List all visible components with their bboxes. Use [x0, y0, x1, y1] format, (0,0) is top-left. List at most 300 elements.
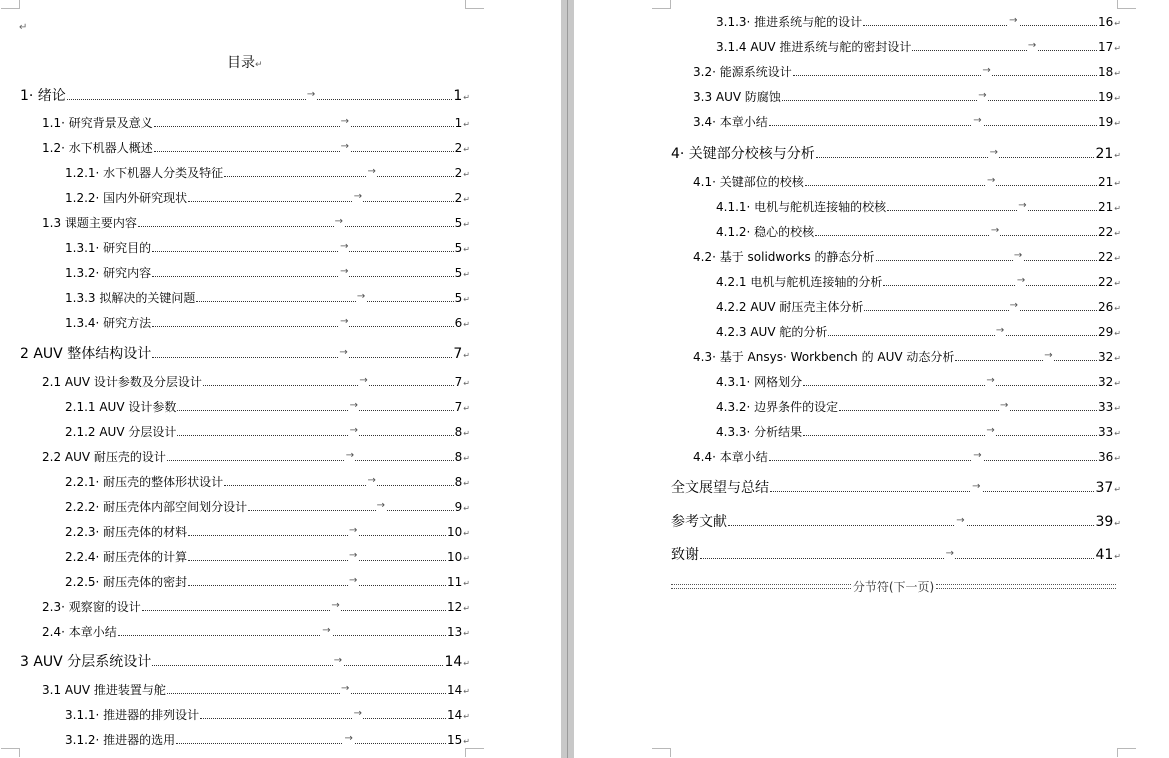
toc-entry-title: 3.1.1· 推进器的排列设计	[65, 708, 200, 722]
toc-entry-page-number: 19	[1098, 115, 1114, 129]
toc-entry-title: 4.2.3 AUV 舵的分析	[716, 325, 828, 339]
dot-leader	[805, 175, 1097, 186]
paragraph-end-mark: ↵	[1114, 454, 1121, 463]
paragraph-end-mark: ↵	[1114, 204, 1121, 213]
toc-entry[interactable]	[716, 373, 1121, 391]
toc-entry-page-number: 10	[447, 550, 463, 564]
tab-arrow-icon: →	[345, 450, 355, 461]
dot-leader	[203, 375, 454, 386]
dot-leader	[955, 350, 1097, 361]
paragraph-end-mark: ↵	[1114, 119, 1121, 128]
paragraph-end-mark: ↵	[463, 351, 470, 360]
toc-entry-page-number: 37	[1095, 480, 1114, 496]
tab-arrow-icon: →	[306, 89, 316, 100]
dot-leader	[177, 425, 453, 436]
paragraph-end-mark: ↵	[1114, 229, 1121, 238]
dot-leader	[154, 141, 454, 152]
tab-arrow-icon: →	[1016, 275, 1026, 286]
toc-entry[interactable]	[671, 511, 1121, 531]
dot-leader	[816, 147, 1095, 158]
toc-entry[interactable]	[65, 398, 470, 416]
paragraph-end-mark: ↵	[463, 737, 470, 746]
dot-leader	[188, 191, 453, 202]
paragraph-end-mark: ↵	[463, 404, 470, 413]
toc-entry-page-number: 14	[447, 708, 463, 722]
toc-entry-title: 2.2.4· 耐压壳体的计算	[65, 550, 188, 564]
toc-entry[interactable]	[65, 573, 470, 591]
dot-leader	[770, 481, 1094, 492]
toc-entry-page-number: 15	[447, 733, 463, 747]
toc-entry-page-number: 8	[454, 425, 463, 439]
toc-entry[interactable]	[716, 298, 1121, 316]
toc-entry-title: 全文展望与总结	[671, 480, 769, 496]
toc-entry-title: 1.2.2· 国内外研究现状	[65, 191, 188, 205]
toc-entry-page-number: 5	[454, 241, 463, 255]
paragraph-end-mark: ↵	[1114, 379, 1121, 388]
toc-entry-title: 4.1· 关键部位的校核	[693, 175, 804, 189]
toc-entry[interactable]	[671, 544, 1121, 564]
toc-entry-title: 2 AUV 整体结构设计	[20, 346, 152, 362]
toc-entry[interactable]	[42, 681, 470, 699]
toc-entry[interactable]	[42, 623, 470, 641]
tab-arrow-icon: →	[344, 733, 353, 744]
toc-entry-title: 4.2.1 电机与舵机连接轴的分析	[716, 275, 883, 289]
toc-entry[interactable]	[716, 323, 1121, 341]
toc-entry-page-number: 18	[1098, 65, 1114, 79]
tab-arrow-icon: →	[995, 325, 1005, 336]
dot-leader	[118, 625, 446, 636]
paragraph-end-mark: ↵	[463, 712, 470, 721]
toc-entry-title: 4.3.3· 分析结果	[716, 425, 803, 439]
crop-mark-bottom-left	[1, 748, 20, 757]
toc-entry-title: 3 AUV 分层系统设计	[20, 654, 152, 670]
toc-entry-page-number: 33	[1098, 425, 1114, 439]
dot-leader	[138, 216, 454, 227]
dot-leader	[769, 450, 1097, 461]
section-break-line-left	[671, 584, 851, 589]
tab-arrow-icon: →	[340, 116, 350, 127]
tab-arrow-icon: →	[331, 600, 340, 611]
dot-leader	[167, 450, 454, 461]
toc-entry[interactable]	[693, 448, 1121, 466]
toc-entry[interactable]	[671, 477, 1121, 497]
toc-entry-title: 2.2.2· 耐压壳体内部空间划分设计	[65, 500, 248, 514]
tab-arrow-icon: →	[349, 400, 359, 411]
paragraph-end-mark: ↵	[463, 554, 470, 563]
toc-entry[interactable]	[42, 214, 470, 232]
toc-entry[interactable]	[65, 706, 470, 724]
tab-arrow-icon: →	[1018, 200, 1027, 211]
toc-heading-text: 目录	[227, 55, 255, 71]
toc-entry-page-number: 41	[1095, 547, 1114, 563]
toc-entry-page-number: 14	[444, 654, 463, 670]
tab-arrow-icon: →	[1013, 250, 1023, 261]
tab-arrow-icon: →	[989, 147, 998, 158]
dot-leader	[67, 89, 453, 100]
toc-entry-page-number: 7	[454, 375, 463, 389]
toc-entry-title: 2.3· 观察窗的设计	[42, 600, 141, 614]
dot-leader	[815, 225, 1097, 236]
paragraph-end-mark: ↵	[463, 320, 470, 329]
paragraph-end-mark: ↵	[1114, 519, 1121, 528]
dot-leader	[224, 166, 453, 177]
toc-entry-title: 致谢	[671, 547, 699, 563]
tab-arrow-icon: →	[972, 481, 981, 492]
dot-leader	[152, 316, 453, 327]
toc-entry-title: 4.3.1· 网格划分	[716, 375, 803, 389]
dot-leader	[200, 708, 446, 719]
tab-arrow-icon: →	[1044, 350, 1053, 361]
dot-leader	[188, 525, 446, 536]
toc-entry-page-number: 39	[1095, 514, 1114, 530]
toc-entry[interactable]	[65, 239, 470, 257]
toc-entry-title: 4.3· 基于 Ansys· Workbench 的 AUV 动态分析	[693, 350, 955, 364]
dot-leader	[152, 655, 443, 666]
crop-mark-bottom-right	[1117, 748, 1136, 757]
crop-mark-bottom-right	[465, 748, 484, 757]
paragraph-end-mark: ↵	[1114, 254, 1121, 263]
crop-mark-top-right	[1117, 0, 1136, 9]
document-page-left	[0, 0, 561, 758]
paragraph-end-mark: ↵	[1114, 354, 1121, 363]
toc-entry[interactable]	[693, 248, 1121, 266]
dot-leader	[142, 600, 446, 611]
toc-entry-page-number: 5	[454, 291, 463, 305]
paragraph-end-mark: ↵	[1114, 151, 1121, 160]
toc-entry-page-number: 1	[453, 88, 463, 104]
tab-arrow-icon: →	[367, 475, 376, 486]
toc-entry-title: 1.3.4· 研究方法	[65, 316, 152, 330]
paragraph-end-mark: ↵	[1114, 44, 1121, 53]
paragraph-end-mark: ↵	[1114, 485, 1121, 494]
tab-arrow-icon: →	[1009, 15, 1018, 26]
paragraph-end-mark: ↵	[463, 270, 470, 279]
toc-entry-title: 1.3 课题主要内容	[42, 216, 137, 230]
toc-entry-page-number: 14	[447, 683, 463, 697]
paragraph-end-mark: ↵	[1114, 329, 1121, 338]
paragraph-mark: ↵	[255, 60, 263, 70]
toc-entry-title: 2.1.2 AUV 分层设计	[65, 425, 177, 439]
toc-entry-page-number: 2	[454, 191, 463, 205]
tab-arrow-icon: →	[986, 425, 995, 436]
tab-arrow-icon: →	[334, 216, 344, 227]
toc-entry-page-number: 9	[454, 500, 463, 514]
dot-leader	[803, 375, 1097, 386]
dot-leader	[152, 241, 453, 252]
paragraph-end-mark: ↵	[463, 504, 470, 513]
page-divider	[567, 0, 568, 758]
toc-entry-page-number: 19	[1098, 90, 1114, 104]
toc-entry-title: 1.3.3 拟解决的关键问题	[65, 291, 196, 305]
toc-entry[interactable]	[42, 114, 470, 132]
toc-entry-title: 3.3 AUV 防腐蚀	[693, 90, 781, 104]
paragraph-end-mark: ↵	[463, 429, 470, 438]
toc-entry[interactable]	[65, 498, 470, 516]
tab-arrow-icon: →	[349, 425, 359, 436]
paragraph-end-mark: ↵	[1114, 179, 1121, 188]
toc-entry-title: 2.2.3· 耐压壳体的材料	[65, 525, 188, 539]
paragraph-end-mark: ↵	[463, 687, 470, 696]
paragraph-end-mark: ↵	[1114, 69, 1121, 78]
toc-entry-title: 4· 关键部分校核与分析	[671, 146, 815, 162]
toc-entry-title: 4.1.1· 电机与舵机连接轴的校核	[716, 200, 887, 214]
crop-mark-top-right	[465, 0, 484, 9]
tab-arrow-icon: →	[356, 291, 366, 302]
toc-entry-page-number: 21	[1095, 146, 1114, 162]
dot-leader	[700, 548, 1094, 559]
toc-entry-page-number: 1	[454, 116, 463, 130]
toc-entry-page-number: 26	[1098, 300, 1114, 314]
tab-arrow-icon: →	[990, 225, 1000, 236]
toc-entry-page-number: 5	[454, 216, 463, 230]
tab-arrow-icon: →	[986, 175, 996, 186]
toc-entry[interactable]	[716, 398, 1121, 416]
dot-leader	[152, 266, 453, 277]
dot-leader	[728, 515, 1094, 526]
toc-entry-title: 3.1.4 AUV 推进系统与舵的密封设计	[716, 40, 912, 54]
tab-arrow-icon: →	[340, 683, 350, 694]
tab-arrow-icon: →	[349, 575, 358, 586]
dot-leader	[224, 475, 453, 486]
toc-entry-title: 1.3.2· 研究内容	[65, 266, 152, 280]
tab-arrow-icon: →	[322, 625, 331, 636]
crop-mark-top-left	[652, 0, 671, 9]
toc-entry[interactable]	[65, 423, 470, 441]
toc-entry-title: 4.3.2· 边界条件的设定	[716, 400, 839, 414]
toc-entry[interactable]	[65, 264, 470, 282]
toc-entry[interactable]	[65, 523, 470, 541]
toc-entry-title: 3.1.3· 推进系统与舵的设计	[716, 15, 863, 29]
dot-leader	[793, 65, 1097, 76]
toc-entry-page-number: 2	[454, 166, 463, 180]
paragraph-end-mark: ↵	[463, 145, 470, 154]
toc-entry-page-number: 2	[454, 141, 463, 155]
tab-arrow-icon: →	[339, 347, 348, 358]
dot-leader	[154, 116, 454, 127]
paragraph-end-mark: ↵	[463, 629, 470, 638]
toc-entry[interactable]	[693, 348, 1121, 366]
toc-entry-title: 1· 绪论	[20, 88, 66, 104]
toc-entry-title: 4.2.2 AUV 耐压壳主体分析	[716, 300, 864, 314]
toc-entry-page-number: 10	[447, 525, 463, 539]
toc-entry[interactable]	[65, 164, 470, 182]
toc-entry[interactable]	[716, 223, 1121, 241]
toc-entry-page-number: 8	[454, 475, 463, 489]
toc-entry-page-number: 29	[1098, 325, 1114, 339]
crop-mark-top-left	[1, 0, 20, 9]
tab-arrow-icon: →	[340, 316, 349, 327]
dot-leader	[188, 575, 446, 586]
tab-arrow-icon: →	[973, 115, 982, 126]
paragraph-end-mark: ↵	[1114, 429, 1121, 438]
toc-entry-title: 1.3.1· 研究目的	[65, 241, 152, 255]
dot-leader	[863, 15, 1097, 26]
tab-arrow-icon: →	[353, 708, 362, 719]
paragraph-end-mark: ↵	[463, 529, 470, 538]
paragraph-end-mark: ↵	[463, 93, 470, 102]
toc-entry[interactable]	[20, 651, 470, 671]
paragraph-end-mark: ↵	[1114, 552, 1121, 561]
dot-leader	[152, 347, 452, 358]
toc-entry-page-number: 22	[1098, 275, 1114, 289]
toc-entry[interactable]	[671, 143, 1121, 163]
toc-entry-title: 2.4· 本章小结	[42, 625, 117, 639]
section-break	[671, 578, 1116, 595]
dot-leader	[782, 90, 1097, 101]
dot-leader	[912, 40, 1097, 51]
dot-leader	[839, 400, 1097, 411]
tab-arrow-icon: →	[333, 655, 343, 666]
dot-leader	[248, 500, 453, 511]
toc-entry[interactable]	[693, 88, 1121, 106]
toc-entry[interactable]	[65, 548, 470, 566]
tab-arrow-icon: →	[973, 450, 982, 461]
dot-leader	[876, 250, 1098, 261]
toc-entry[interactable]	[716, 38, 1121, 56]
paragraph-end-mark: ↵	[1114, 304, 1121, 313]
toc-entry-page-number: 8	[454, 450, 463, 464]
dot-leader	[188, 550, 446, 561]
toc-entry-page-number: 21	[1098, 200, 1114, 214]
toc-entry[interactable]	[65, 731, 470, 749]
toc-entry[interactable]	[65, 314, 470, 332]
crop-mark-bottom-left	[652, 748, 671, 757]
toc-entry[interactable]	[716, 198, 1121, 216]
toc-entry-page-number: 21	[1098, 175, 1114, 189]
toc-entry-page-number: 13	[447, 625, 463, 639]
toc-entry-title: 2.2.5· 耐压壳体的密封	[65, 575, 188, 589]
toc-entry-title: 2.1 AUV 设计参数及分层设计	[42, 375, 202, 389]
toc-entry-title: 2.1.1 AUV 设计参数	[65, 400, 177, 414]
section-break-line-right	[936, 584, 1116, 589]
toc-entry-title: 4.1.2· 稳心的校核	[716, 225, 815, 239]
paragraph-end-mark: ↵	[1114, 94, 1121, 103]
paragraph-end-mark: ↵	[1114, 404, 1121, 413]
paragraph-end-mark: ↵	[463, 120, 470, 129]
tab-arrow-icon: →	[982, 65, 991, 76]
toc-entry-title: 2.2 AUV 耐压壳的设计	[42, 450, 166, 464]
tab-arrow-icon: →	[340, 141, 350, 152]
paragraph-end-mark: ↵	[463, 454, 470, 463]
toc-entry[interactable]	[42, 598, 470, 616]
toc-entry-page-number: 5	[454, 266, 463, 280]
paragraph-end-mark: ↵	[1114, 279, 1121, 288]
tab-arrow-icon: →	[978, 90, 987, 101]
dot-leader	[177, 400, 453, 411]
paragraph-end-mark: ↵	[463, 659, 470, 668]
toc-heading[interactable]	[227, 52, 263, 72]
document-page-right	[574, 0, 1169, 758]
toc-entry[interactable]	[693, 113, 1121, 131]
paragraph-end-mark: ↵	[1114, 19, 1121, 28]
toc-entry-page-number: 7	[453, 346, 463, 362]
dot-leader	[864, 300, 1097, 311]
toc-entry-page-number: 36	[1098, 450, 1114, 464]
toc-entry[interactable]	[65, 289, 470, 307]
dot-leader	[887, 200, 1097, 211]
tab-arrow-icon: →	[1027, 40, 1037, 51]
toc-entry[interactable]	[20, 343, 470, 363]
paragraph-end-mark: ↵	[463, 170, 470, 179]
toc-entry[interactable]	[42, 448, 470, 466]
paragraph-end-mark: ↵	[463, 604, 470, 613]
tab-arrow-icon: →	[945, 548, 954, 559]
dot-leader	[828, 325, 1097, 336]
toc-entry[interactable]	[20, 85, 470, 105]
toc-entry[interactable]	[42, 139, 470, 157]
toc-entry[interactable]	[65, 473, 470, 491]
toc-entry-title: 2.2.1· 耐压壳的整体形状设计	[65, 475, 224, 489]
paragraph-mark: ↵	[19, 22, 28, 33]
tab-arrow-icon: →	[349, 525, 358, 536]
paragraph-end-mark: ↵	[463, 295, 470, 304]
toc-entry-page-number: 22	[1098, 250, 1114, 264]
tab-arrow-icon: →	[1009, 300, 1018, 311]
toc-entry-title: 1.2· 水下机器人概述	[42, 141, 153, 155]
toc-entry-page-number: 12	[447, 600, 463, 614]
toc-entry[interactable]	[693, 63, 1121, 81]
toc-entry[interactable]	[716, 273, 1121, 291]
toc-entry-title: 4.4· 本章小结	[693, 450, 768, 464]
dot-leader	[176, 733, 446, 744]
toc-entry-title: 3.1 AUV 推进装置与舵	[42, 683, 166, 697]
tab-arrow-icon: →	[956, 515, 965, 526]
tab-arrow-icon: →	[376, 500, 385, 511]
tab-arrow-icon: →	[986, 375, 995, 386]
section-break-label: 分节符(下一页)	[852, 580, 935, 594]
paragraph-end-mark: ↵	[463, 195, 470, 204]
dot-leader	[167, 683, 446, 694]
toc-entry-page-number: 17	[1098, 40, 1114, 54]
toc-entry-page-number: 7	[454, 400, 463, 414]
tab-arrow-icon: →	[359, 375, 368, 386]
toc-entry-title: 3.1.2· 推进器的选用	[65, 733, 176, 747]
tab-arrow-icon: →	[367, 166, 376, 177]
toc-entry[interactable]	[65, 189, 470, 207]
paragraph-end-mark: ↵	[463, 379, 470, 388]
toc-entry[interactable]	[716, 423, 1121, 441]
toc-entry-page-number: 11	[447, 575, 463, 589]
toc-entry[interactable]	[693, 173, 1121, 191]
toc-entry-title: 1.1· 研究背景及意义	[42, 116, 153, 130]
toc-entry-page-number: 33	[1098, 400, 1114, 414]
toc-entry-page-number: 32	[1098, 375, 1114, 389]
paragraph-end-mark: ↵	[463, 479, 470, 488]
dot-leader	[803, 425, 1097, 436]
toc-entry-title: 3.4· 本章小结	[693, 115, 768, 129]
paragraph-end-mark: ↵	[463, 220, 470, 229]
toc-entry-title: 3.2· 能源系统设计	[693, 65, 792, 79]
toc-entry-page-number: 32	[1098, 350, 1114, 364]
toc-entry-title: 1.2.1· 水下机器人分类及特征	[65, 166, 224, 180]
toc-entry-title: 参考文献	[671, 514, 727, 530]
toc-entry-title: 4.2· 基于 solidworks 的静态分析	[693, 250, 875, 264]
paragraph-end-mark: ↵	[463, 579, 470, 588]
tab-arrow-icon: →	[353, 191, 363, 202]
dot-leader	[196, 291, 453, 302]
toc-entry[interactable]	[42, 373, 470, 391]
dot-leader	[769, 115, 1097, 126]
dot-leader	[883, 275, 1097, 286]
toc-entry-page-number: 16	[1098, 15, 1114, 29]
tab-arrow-icon: →	[1000, 400, 1009, 411]
toc-entry-page-number: 6	[454, 316, 463, 330]
paragraph-end-mark: ↵	[463, 245, 470, 254]
toc-entry-page-number: 22	[1098, 225, 1114, 239]
tab-arrow-icon: →	[340, 266, 349, 277]
toc-entry[interactable]	[716, 13, 1121, 31]
tab-arrow-icon: →	[340, 241, 349, 252]
